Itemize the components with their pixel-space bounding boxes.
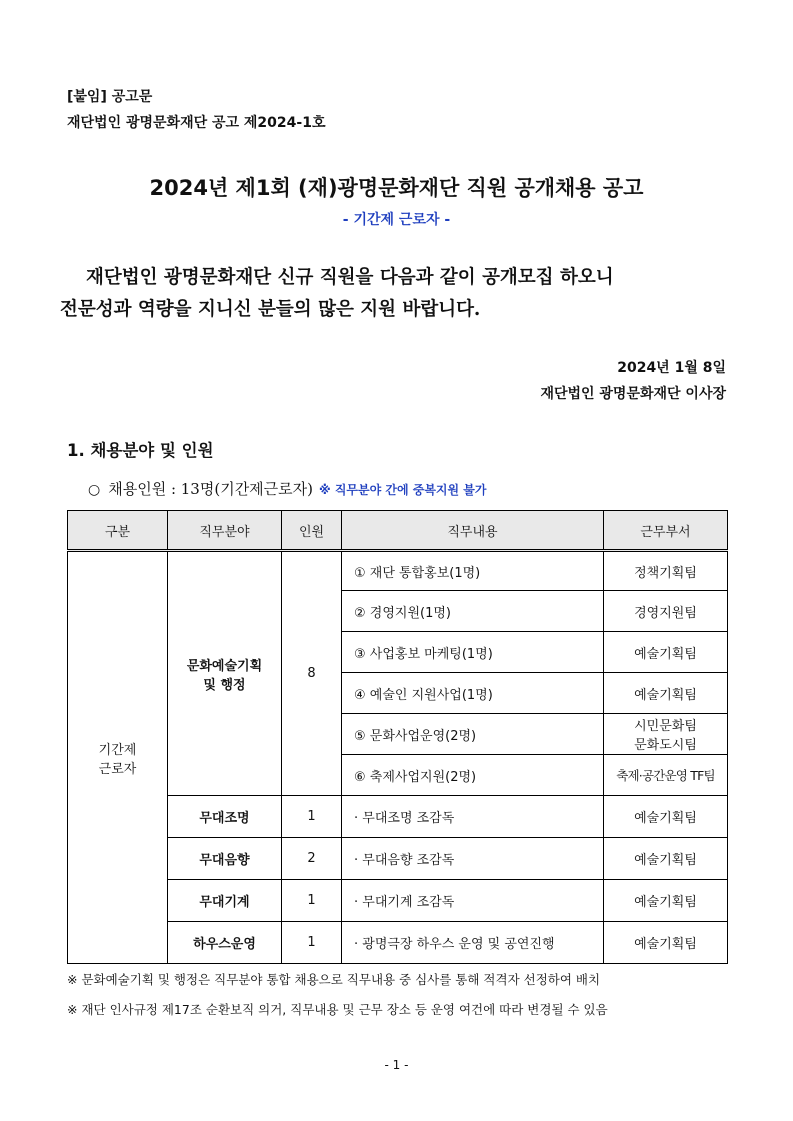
page-title: 2024년 제1회 (재)광명문화재단 직원 공개채용 공고 [149, 176, 644, 200]
field-cell: 무대조명 [168, 796, 282, 838]
intro-line-2: 전문성과 역량을 지니신 분들의 많은 지원 바랍니다. [60, 299, 481, 320]
attachment-label: [붙임] 공고문 [67, 89, 153, 105]
category-line-1: 기간제 [98, 742, 137, 758]
detail-cell: ⑥ 축제사업지원(2명) [342, 755, 604, 796]
dept-cell: 축제·공간운영 TF팀 [604, 755, 728, 796]
duplicate-warning: ※ 직무분야 간에 중복지원 불가 [319, 483, 487, 497]
detail-cell: · 무대조명 조감독 [342, 796, 604, 838]
detail-cell: ⑤ 문화사업운영(2명) [342, 714, 604, 755]
category-line-2: 근로자 [98, 761, 137, 777]
notice-number: 재단법인 광명문화재단 공고 제2024-1호 [67, 115, 326, 131]
dept-cell: 예술기획팀 [604, 880, 728, 922]
detail-cell: ③ 사업홍보 마케팅(1명) [342, 632, 604, 673]
dept-cell: 경영지원팀 [604, 591, 728, 632]
count-cell: 1 [282, 880, 342, 922]
field-cell [168, 551, 282, 796]
detail-cell: ① 재단 통합홍보(1명) [342, 551, 604, 591]
count-cell: 2 [282, 838, 342, 880]
category-cell [68, 551, 168, 964]
col-header-dept: 근무부서 [604, 511, 728, 551]
bullet-circle-icon: ○ [88, 482, 101, 498]
dept-line-1: 시민문화팀 [634, 719, 697, 734]
intro-line-1: 재단법인 광명문화재단 신규 직원을 다음과 같이 공개모집 하오니 [86, 267, 614, 288]
field-cell: 무대기계 [168, 880, 282, 922]
detail-cell: ④ 예술인 지원사업(1명) [342, 673, 604, 714]
table-header-row [68, 511, 728, 551]
table-row [68, 551, 728, 591]
dept-cell: 예술기획팀 [604, 838, 728, 880]
col-header-field: 직무분야 [168, 511, 282, 551]
detail-cell: · 광명극장 하우스 운영 및 공연진행 [342, 922, 604, 964]
col-header-category: 구분 [68, 511, 168, 551]
footnote-1: ※ 문화예술기획 및 행정은 직무분야 통합 채용으로 직무내용 중 심사를 통해 적격자 선정하여 배치 [67, 972, 601, 987]
recruit-count: 채용인원 : 13명(기간제근로자) [108, 480, 313, 498]
dept-cell: 예술기획팀 [604, 796, 728, 838]
col-header-detail: 직무내용 [342, 511, 604, 551]
count-cell: 8 [282, 551, 342, 796]
detail-cell: · 무대음향 조감독 [342, 838, 604, 880]
notice-date: 2024년 1월 8일 [617, 360, 726, 376]
recruitment-table [67, 510, 728, 964]
field-cell: 무대음향 [168, 838, 282, 880]
field-cell: 하우스운영 [168, 922, 282, 964]
dept-cell: 예술기획팀 [604, 632, 728, 673]
page-subtitle: - 기간제 근로자 - [342, 212, 451, 228]
intro-paragraph [60, 262, 740, 326]
dept-cell [604, 714, 728, 755]
field-line-1: 문화예술기획 [186, 658, 263, 674]
dept-cell: 예술기획팀 [604, 922, 728, 964]
col-header-count: 인원 [282, 511, 342, 551]
detail-cell: · 무대기계 조감독 [342, 880, 604, 922]
page-number: - 1 - [384, 1058, 409, 1072]
dept-cell: 정책기획팀 [604, 551, 728, 591]
issuer-name: 재단법인 광명문화재단 이사장 [540, 386, 726, 402]
recruit-count-line [88, 478, 486, 499]
section-heading: 1. 채용분야 및 인원 [67, 441, 214, 460]
field-line-2: 및 행정 [203, 677, 246, 693]
dept-cell: 예술기획팀 [604, 673, 728, 714]
count-cell: 1 [282, 922, 342, 964]
footnote-2: ※ 재단 인사규정 제17조 순환보직 의거, 직무내용 및 근무 장소 등 운영 여건에 따라 변경될 수 있음 [67, 1002, 608, 1017]
dept-line-2: 문화도시팀 [634, 738, 697, 753]
count-cell: 1 [282, 796, 342, 838]
detail-cell: ② 경영지원(1명) [342, 591, 604, 632]
